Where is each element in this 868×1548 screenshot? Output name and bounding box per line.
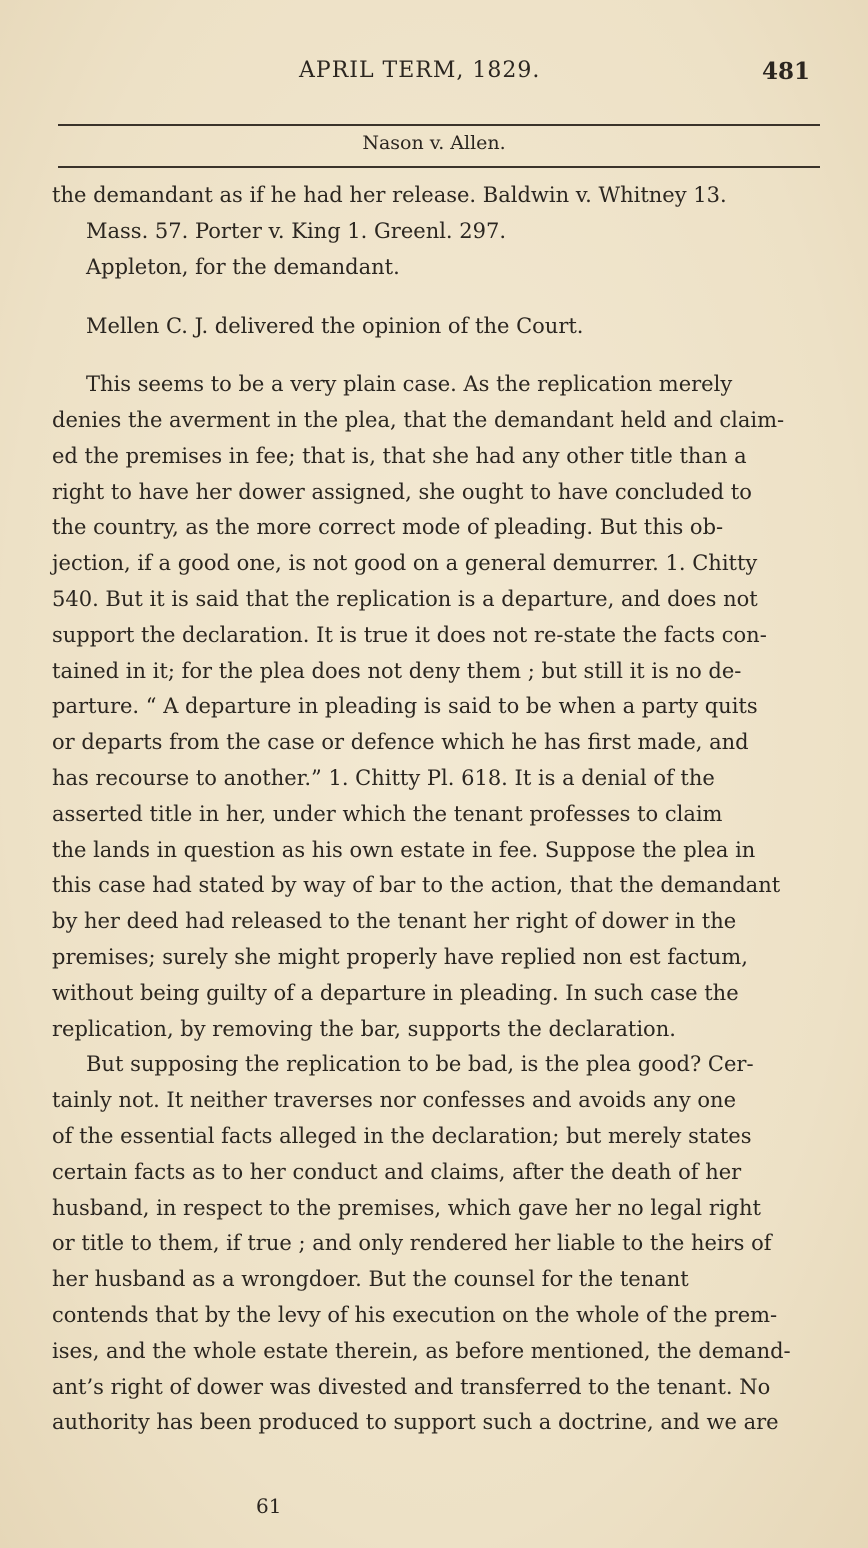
text-line: by her deed had released to the tenant her right of dower in the	[52, 909, 737, 934]
text-line: her husband as a wrongdoer. But the counsel for the tenant	[52, 1267, 689, 1292]
text-line: certain facts as to her conduct and claims, after the death of her	[52, 1159, 742, 1184]
text-line: ed the premises in fee; that is, that she had any other title than a	[52, 443, 747, 468]
running-head	[0, 58, 868, 90]
text-line: jection, if a good one, is not good on a general demurrer. 1. Chitty	[52, 551, 758, 576]
text-line: ant’s right of dower was divested and transferred to the tenant. No	[52, 1374, 771, 1399]
page-number: 481	[762, 58, 811, 85]
text-line: without being guilty of a departure in pleading. In such case the	[52, 980, 739, 1005]
body-text	[52, 178, 828, 1441]
case-name: Nason v. Allen.	[362, 132, 506, 154]
text-line: But supposing the replication to be bad, is the plea good? Cer-	[86, 1052, 754, 1077]
text-line: the country, as the more correct mode of pleading. But this ob-	[52, 515, 724, 540]
text-line: Mass. 57. Porter v. King 1. Greenl. 297.	[86, 218, 507, 243]
bottom-rule	[58, 166, 820, 168]
text-line: denies the averment in the plea, that the demandant held and claim-	[52, 407, 785, 432]
text-line: or departs from the case or defence which he has first made, and	[52, 730, 749, 755]
text-line: the lands in question as his own estate in fee. Suppose the plea in	[52, 837, 756, 862]
text-line: authority has been produced to support such a doctrine, and we are	[52, 1410, 779, 1435]
top-rule	[58, 124, 820, 126]
text-line: tainly not. It neither traverses nor confesses and avoids any one	[52, 1088, 737, 1113]
text-line: has recourse to another.” 1. Chitty Pl. 618. It is a denial of the	[52, 765, 715, 790]
text-line: or title to them, if true ; and only rendered her liable to the heirs of	[52, 1231, 772, 1256]
text-line: replication, by removing the bar, supports the declaration.	[52, 1016, 676, 1041]
text-line: support the declaration. It is true it does not re-state the facts con-	[52, 622, 767, 647]
text-line: this case had stated by way of bar to the action, that the demandant	[52, 873, 781, 898]
text-line: Mellen C. J. delivered the opinion of the Court.	[86, 314, 584, 339]
text-line: This seems to be a very plain case. As the replication merely	[86, 372, 733, 397]
text-line: 540. But it is said that the replication is a departure, and does not	[52, 586, 758, 611]
text-line: right to have her dower assigned, she ought to have concluded to	[52, 479, 752, 504]
signature-mark: 61	[256, 1494, 282, 1518]
text-line: asserted title in her, under which the tenant professes to claim	[52, 801, 723, 826]
text-line: of the essential facts alleged in the declaration; but merely states	[52, 1123, 752, 1148]
text-line: the demandant as if he had her release. Baldwin v. Whitney 13.	[52, 183, 727, 207]
text-line: contends that by the levy of his execution on the whole of the prem-	[52, 1302, 778, 1327]
text-line: ises, and the whole estate therein, as before mentioned, the demand-	[52, 1338, 791, 1363]
text-line: husband, in respect to the premises, which gave her no legal right	[52, 1195, 761, 1220]
text-line: parture. “ A departure in pleading is said to be when a party quits	[52, 694, 758, 719]
text-line: Appleton, for the demandant.	[86, 254, 400, 279]
running-title: APRIL TERM, 1829.	[299, 58, 541, 83]
text-line: tained in it; for the plea does not deny them ; but still it is no de-	[52, 658, 742, 683]
text-line: premises; surely she might properly have replied non est factum,	[52, 944, 748, 969]
